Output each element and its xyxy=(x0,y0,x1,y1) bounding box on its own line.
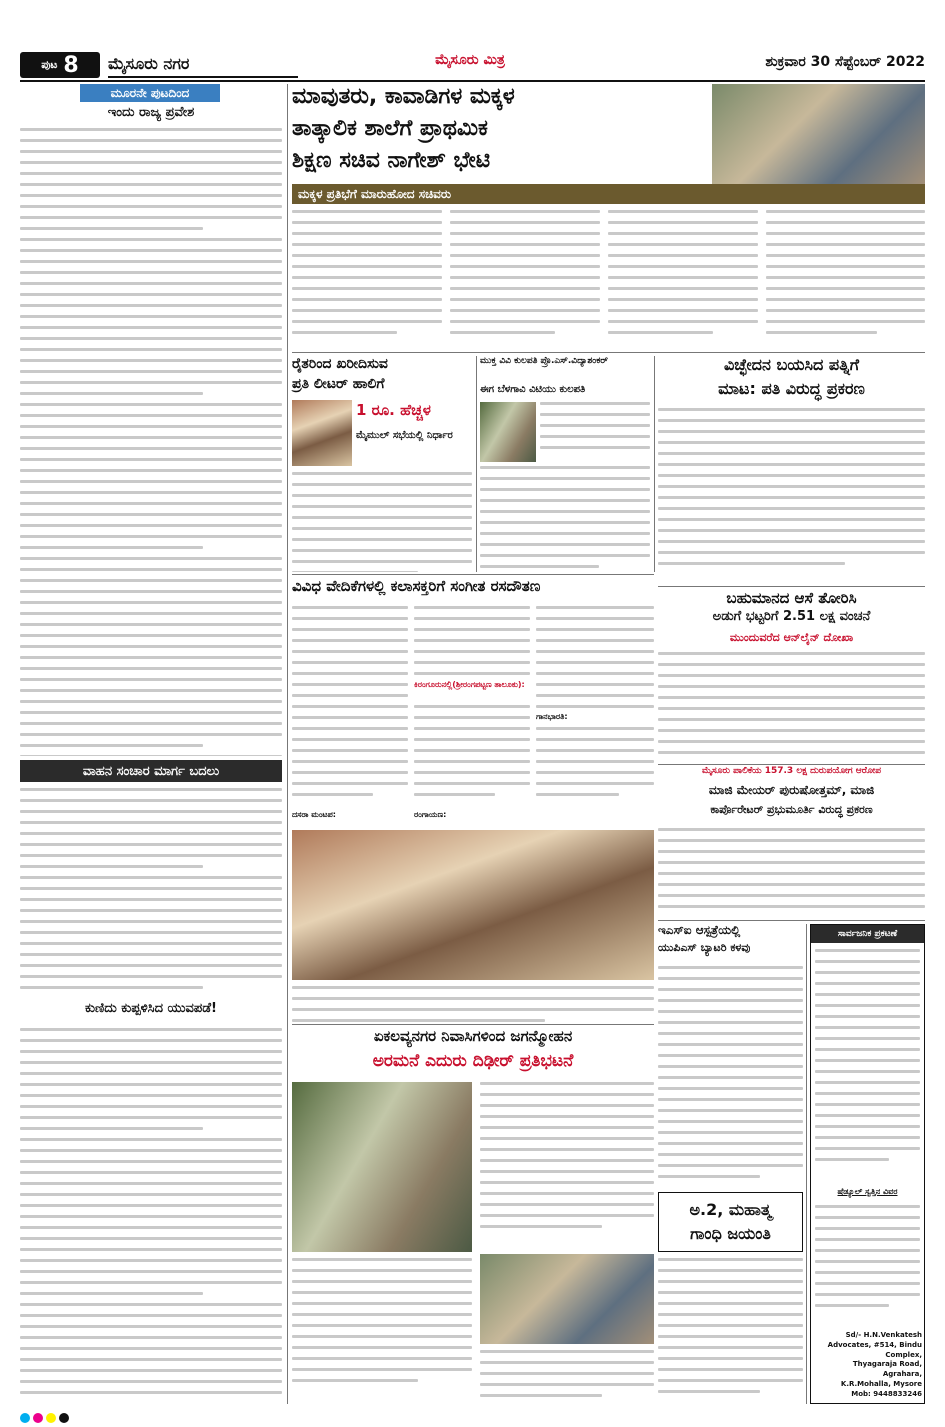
milk-amount: 1 ರೂ. ಹೆಚ್ಚಳ xyxy=(356,401,431,419)
milk-headline-line-1: ರೈತರಿಂದ ಖರೀದಿಸುವ xyxy=(292,356,388,372)
fraud-headline-line-1: ಬಹುಮಾನದ ಆಸೆ ತೋರಿಸಿ xyxy=(726,589,857,607)
vtu-body xyxy=(540,402,650,462)
masthead xyxy=(20,50,925,80)
divorce-headline-line-2: ಮಾಟ: ಪತಿ ವಿರುದ್ಧ ಪ್ರಕರಣ xyxy=(718,379,865,398)
magenta-mark xyxy=(33,1413,43,1423)
page-label: ಪುಟ xyxy=(41,58,58,71)
event-photo xyxy=(292,830,654,980)
gandhi-body xyxy=(658,1258,803,1404)
lead-headline-line-1: ಮಾವುತರು, ಕಾವಾಡಿಗಳ ಮಕ್ಕಳ xyxy=(292,84,515,109)
palike-body xyxy=(658,828,925,916)
left-column xyxy=(20,84,282,1404)
story-title-vahana-sanchara: ವಾಹನ ಸಂಚಾರ ಮಾರ್ಗ ಬದಲು xyxy=(20,760,282,782)
column-divider xyxy=(287,84,288,1404)
yellow-mark xyxy=(46,1413,56,1423)
lead-subhead: ಮಕ್ಕಳ ಪ್ರತಿಭೆಗೆ ಮಾರುಹೋದ ಸಚಿವರು xyxy=(292,184,925,204)
esi-story xyxy=(658,924,803,1404)
advocate-line: Advocates, #514, Bindu Complex, xyxy=(827,1340,922,1359)
protest-headline-line-1: ಏಕಲವ್ಯನಗರ ನಿವಾಸಿಗಳಿಂದ ಜಗನ್ಮೋಹನ xyxy=(373,1027,573,1045)
music-headline: ವಿವಿಧ ವೇದಿಕೆಗಳಲ್ಲಿ ಕಲಾಸಕ್ತರಿಗೆ ಸಂಗೀತ ರಸದೌತಣ xyxy=(292,577,541,595)
protest-photo-2 xyxy=(480,1254,654,1344)
advocate-line: Sd/- H.N.Venkatesh xyxy=(845,1331,922,1339)
lead-headline-line-3: ಶಿಕ್ಷಣ ಸಚಿವ ನಾಗೇಶ್ ಭೇಟಿ xyxy=(292,148,491,173)
milk-body xyxy=(292,472,472,572)
section-rule xyxy=(658,586,925,587)
divorce-story xyxy=(658,356,925,584)
advocate-line: Mob: 9448833246 xyxy=(851,1389,922,1398)
protest-story xyxy=(292,1028,654,1404)
section-rule xyxy=(658,764,925,765)
music-body xyxy=(414,606,530,824)
vtu-body xyxy=(480,466,650,572)
column-divider xyxy=(806,924,807,1404)
advocate-line: K.R.Mohalla, Mysore xyxy=(840,1379,922,1388)
black-mark xyxy=(59,1413,69,1423)
palike-story xyxy=(658,766,925,916)
palike-headline-line-3: ಕಾರ್ಪೊರೇಟರ್ ಪ್ರಭುಮೂರ್ತಿ ವಿರುದ್ಧ ಪ್ರಕರಣ xyxy=(710,803,873,816)
page-badge xyxy=(20,52,100,78)
story-title-kunidu: ಕುಣಿದು ಕುಪ್ಪಳಿಸಿದ ಯುವಪಡೆ! xyxy=(85,1001,217,1016)
section-rule xyxy=(292,1024,654,1025)
schedule-label: ಷೆಡ್ಯೂಲ್ ಸ್ವತ್ತಿನ ವಿವರ xyxy=(837,1187,898,1196)
vtu-headline-line-1: ಮುಕ್ತ ವಿವಿ ಕುಲಪತಿ ಪ್ರೊ.ಎಸ್.ವಿದ್ಯಾಶಂಕರ್ xyxy=(480,356,608,366)
portrait-photo xyxy=(292,400,352,466)
protest-headline-line-2: ಅರಮನೆ ಎದುರು ದಿಢೀರ್ ಪ್ರತಿಭಟನೆ xyxy=(372,1051,574,1071)
registration-marks xyxy=(20,1408,140,1420)
music-subhead: ಗಾನಭಾರತಿ: xyxy=(536,712,654,724)
vtu-headline-line-2: ಈಗ ಬೆಳಗಾವಿ ವಿಟಿಯು ಕುಲಪತಿ xyxy=(480,384,586,395)
divorce-headline-line-1: ವಿಚ್ಛೇದನ ಬಯಸಿದ ಪತ್ನಿಗೆ xyxy=(723,355,860,374)
public-notice-body xyxy=(815,949,920,1179)
section-rule xyxy=(292,574,654,575)
milk-story xyxy=(292,356,472,572)
music-subhead: ಕಿರಂಗೂರುನಲ್ಲಿ(ಶ್ರೀರಂಗಪಟ್ಟಣ ತಾಲೂಕು): xyxy=(414,680,530,702)
music-story xyxy=(292,578,654,824)
schedule-body xyxy=(815,1205,920,1325)
continued-tag: ಮೂರನೇ ಪುಟದಿಂದ xyxy=(80,84,220,102)
story-body xyxy=(20,128,282,756)
gandhi-box xyxy=(658,1192,803,1252)
palike-headline-line-2: ಮಾಜಿ ಮೇಯರ್ ಪುರುಷೋತ್ತಮ್, ಮಾಜಿ xyxy=(708,783,875,797)
public-notice-title: ಸಾರ್ವಜನಿಕ ಪ್ರಕಟಣೆ xyxy=(811,925,924,943)
story-body xyxy=(20,1028,282,1398)
milk-headline-line-2: ಪ್ರತಿ ಲೀಟರ್ ಹಾಲಿಗೆ xyxy=(292,376,385,392)
masthead-rule xyxy=(20,80,925,82)
protest-body xyxy=(480,1350,654,1404)
section-rule xyxy=(292,352,925,353)
music-subhead: ರಂಗಾಯಣ: xyxy=(414,810,530,822)
music-subhead: ದಸರಾ ಮಂಟಪ: xyxy=(292,810,408,822)
photo-caption xyxy=(292,986,654,1022)
fraud-subhead: ಮುಂದುವರೆದ ಆನ್‌ಲೈನ್ ದೋಖಾ xyxy=(729,631,854,644)
lead-body xyxy=(450,210,600,350)
story-title-rajya-pravesha: ಇಂದು ರಾಜ್ಯ ಪ್ರವೇಶ xyxy=(107,105,195,120)
portrait-photo xyxy=(480,402,536,462)
esi-headline-line-1: ಇಎಸ್‌ಐ ಆಸ್ಪತ್ರೆಯಲ್ಲಿ xyxy=(658,923,741,937)
public-notice xyxy=(810,924,925,1404)
fraud-body xyxy=(658,652,925,760)
advocate-signature xyxy=(813,1331,922,1401)
column-divider xyxy=(476,356,477,572)
music-body xyxy=(292,606,408,824)
esi-body xyxy=(658,966,803,1186)
gandhi-headline-line-2: ಗಾಂಧಿ ಜಯಂತಿ xyxy=(690,1224,771,1243)
page-number: 8 xyxy=(63,52,79,78)
lead-body xyxy=(766,210,925,350)
section-rule xyxy=(658,920,925,921)
cyan-mark xyxy=(20,1413,30,1423)
section-title: ಮೈಸೂರು ನಗರ xyxy=(108,54,298,78)
lead-body xyxy=(292,210,442,350)
divorce-body xyxy=(658,408,925,584)
lead-body xyxy=(608,210,758,350)
milk-subhead: ಮೈಮುಲ್ ಸಭೆಯಲ್ಲಿ ನಿರ್ಧಾರ xyxy=(356,430,453,441)
esi-headline-line-2: ಯುಪಿಎಸ್ ಬ್ಯಾಟರಿ ಕಳವು xyxy=(658,941,751,954)
lead-headline-line-2: ತಾತ್ಕಾಲಿಕ ಶಾಲೆಗೆ ಪ್ರಾಥಮಿಕ xyxy=(292,116,488,141)
paper-name: ಮೈಸೂರು ಮಿತ್ರ xyxy=(435,52,505,68)
fraud-headline-line-2: ಅಡುಗೆ ಭಟ್ಟರಿಗೆ 2.51 ಲಕ್ಷ ವಂಚನೆ xyxy=(712,609,871,624)
protest-body xyxy=(292,1258,472,1404)
fraud-story xyxy=(658,590,925,760)
protest-body xyxy=(480,1082,654,1252)
lead-photo xyxy=(712,84,925,184)
gandhi-headline-line-1: ಅ.2, ಮಹಾತ್ಮ xyxy=(689,1200,772,1219)
story-body xyxy=(20,788,282,998)
protest-photo xyxy=(292,1082,472,1252)
palike-headline-line-1: ಮೈಸೂರು ಪಾಲಿಕೆಯ 157.3 ಲಕ್ಷ ದುರುಪಯೋಗ ಆರೋಪ xyxy=(702,766,881,776)
vtu-story xyxy=(480,356,650,572)
column-divider xyxy=(654,356,655,572)
lead-story xyxy=(292,84,925,352)
advocate-line: Thyagaraja Road, Agrahara, xyxy=(852,1360,922,1379)
issue-date: ಶುಕ್ರವಾರ 30 ಸೆಪ್ಟೆಂಬರ್ 2022 xyxy=(765,54,925,70)
